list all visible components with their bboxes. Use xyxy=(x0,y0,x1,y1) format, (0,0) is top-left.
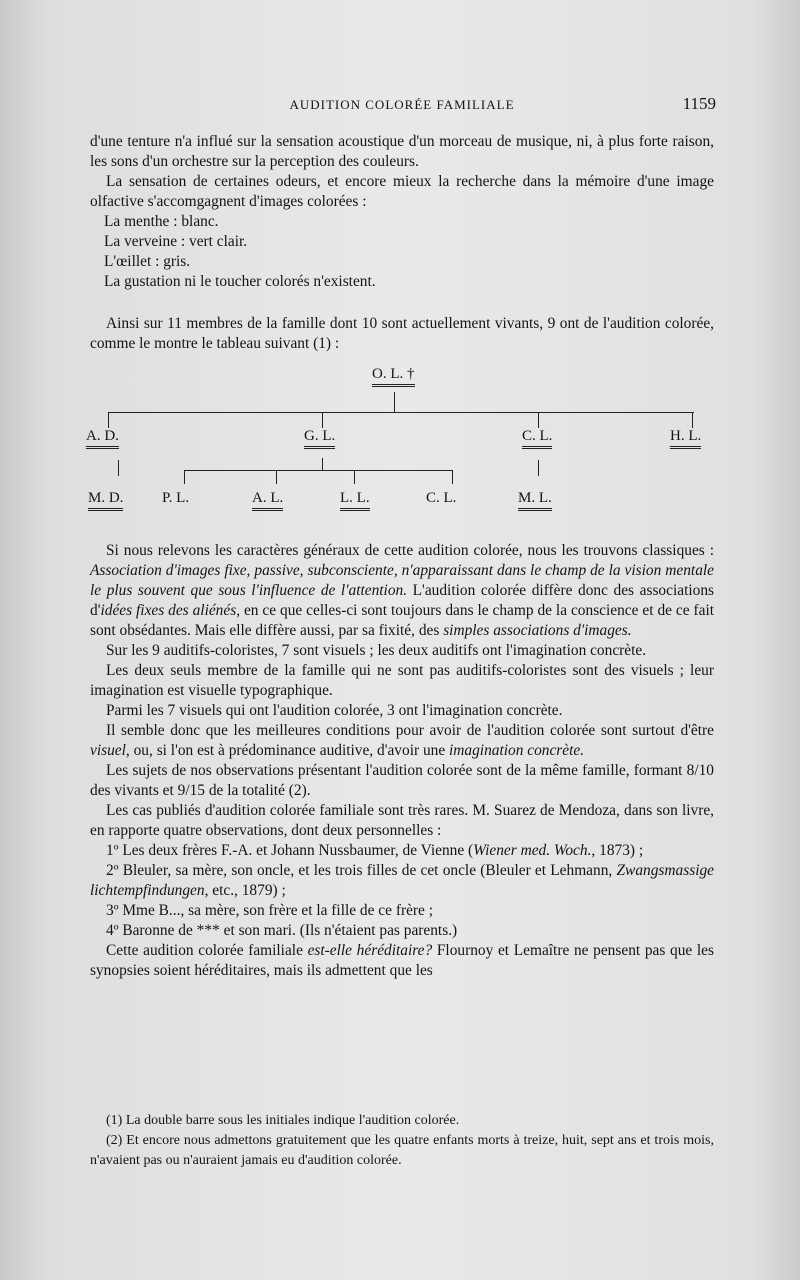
tree-connector xyxy=(692,412,693,428)
footnote: (1) La double barre sous les initiales indique l'audition colorée. xyxy=(106,1113,460,1128)
paragraph: Sur les 9 auditifs-coloristes, 7 sont visuels ; les deux auditifs ont l'imagination concrète. xyxy=(106,642,647,659)
text-span: Il semble donc que les meilleures conditions pour avoir de l'audition colorée sont surtout d'être xyxy=(106,722,714,739)
paragraph: Parmi les 7 visuels qui ont l'audition colorée, 3 ont l'imagination concrète. xyxy=(106,702,563,719)
tree-connector xyxy=(322,412,323,428)
list-item xyxy=(90,861,714,901)
tree-connector xyxy=(452,470,453,484)
text-span: , ou, si l'on est à prédominance auditive, d'avoir une xyxy=(125,742,450,759)
tree-connector xyxy=(184,470,452,471)
text-span-italic: Wiener med. Woch. xyxy=(473,842,592,859)
tree-connector xyxy=(322,458,323,470)
tree-connector xyxy=(276,470,277,484)
text-span-italic: simples associations d'images. xyxy=(443,622,632,639)
list-item: La verveine : vert clair. xyxy=(104,233,248,250)
page-header xyxy=(90,94,714,116)
tree-connector xyxy=(354,470,355,484)
page-number: 1159 xyxy=(682,94,716,113)
text-span: , 1873) ; xyxy=(591,842,644,859)
tree-connector xyxy=(184,470,185,484)
text-span: L'audition colorée diffère donc des associations d' xyxy=(90,582,715,619)
tree-node-gen1: H. L. xyxy=(670,428,701,449)
running-title: AUDITION COLORÉE FAMILIALE xyxy=(289,97,515,112)
footnote: (2) Et encore nous admettons gratuitement que les quatre enfants morts à treize, huit, sept ans et trois mois, n'avaient pas ou n'auraient jamais eu d'audition colorée. xyxy=(90,1133,714,1168)
text-span: 1º Les deux frères F.-A. et Johann Nussbaumer, de Vienne ( xyxy=(106,842,474,859)
tree-node-gen1: G. L. xyxy=(304,428,335,449)
tree-node-gen1: C. L. xyxy=(522,428,552,449)
paragraph xyxy=(90,541,714,641)
list-item xyxy=(90,841,714,861)
text-block-top xyxy=(90,132,714,354)
tree-node-gen2: C. L. xyxy=(426,490,457,506)
tree-node-gen2: L. L. xyxy=(340,490,370,511)
text-span: Cette audition colorée familiale xyxy=(106,942,308,959)
tree-connector xyxy=(108,412,694,413)
tree-connector xyxy=(394,392,395,412)
paragraph: La sensation de certaines odeurs, et encore mieux la recherche dans la mémoire d'une image olfactive s'accomgagnent d'images colorées : xyxy=(90,173,714,210)
list-item: 4º Baronne de *** et son mari. (Ils n'étaient pas parents.) xyxy=(106,922,458,939)
paragraph xyxy=(90,721,714,761)
family-tree xyxy=(86,362,716,522)
text-span: , en ce que celles-ci sont toujours dans le champ de la conscience et de ce fait sont obsédantes. Mais elle diffère aussi, par sa fixité, des xyxy=(90,602,714,639)
text-span: Si nous relevons les caractères généraux de cette audition colorée, nous les trouvons classiques : xyxy=(106,542,714,559)
tree-connector xyxy=(108,412,109,428)
paragraph: Les sujets de nos observations présentant l'audition colorée sont de la même famille, formant 8/10 des vivants et 9/15 de la totalité (2). xyxy=(90,762,714,799)
tree-node-gen2: A. L. xyxy=(252,490,283,511)
text-span: , etc., 1879) ; xyxy=(204,882,286,899)
list-item: La menthe : blanc. xyxy=(104,213,219,230)
tree-node-gen2: P. L. xyxy=(162,490,190,506)
paragraph: Les cas publiés d'audition colorée familiale sont très rares. M. Suarez de Mendoza, dans son livre, en rapporte quatre observations, dont deux personnelles : xyxy=(90,802,714,839)
footnotes xyxy=(90,1111,714,1171)
paragraph: d'une tenture n'a influé sur la sensation acoustique d'un morceau de musique, ni, à plus forte raison, les sons d'un orchestre sur la perception des couleurs. xyxy=(90,133,714,170)
paragraph: Ainsi sur 11 membres de la famille dont 10 sont actuellement vivants, 9 ont de l'audition colorée, comme le montre le tableau suivant (1) : xyxy=(90,315,714,352)
text-span-italic: imagination concrète. xyxy=(449,742,585,759)
text-span-italic: idées fixes des aliénés xyxy=(100,602,237,619)
paragraph: Les deux seuls membre de la famille qui ne sont pas auditifs-coloristes sont des visuels ; leur imagination est visuelle typographique. xyxy=(90,662,714,699)
text-span: Flournoy et Lemaître ne pensent pas que les synopsies soient héréditaires, mais ils admettent que les xyxy=(90,942,715,979)
tree-connector xyxy=(118,460,119,476)
list-item: 3º Mme B..., sa mère, son frère et la fille de ce frère ; xyxy=(106,902,433,919)
tree-node-gen2: M. L. xyxy=(518,490,552,511)
tree-connector xyxy=(538,460,539,476)
paragraph xyxy=(90,941,714,981)
text-span-italic: est-elle héréditaire? xyxy=(307,942,433,959)
text-span-italic: visuel xyxy=(90,742,126,759)
list-item: L'œillet : gris. xyxy=(104,253,191,270)
text-span-italic: Association d'images fixe, passive, subconsciente, n'apparaissant dans le champ de la vision mentale le plus souvent que sous l'influence de l'attention. xyxy=(90,562,714,599)
text-span: 2º Bleuler, sa mère, son oncle, et les trois filles de cet oncle (Bleuler et Lehmann, xyxy=(106,862,617,879)
tree-node-gen2: M. D. xyxy=(88,490,123,511)
tree-node-gen1: A. D. xyxy=(86,428,119,449)
text-block-main xyxy=(90,541,714,981)
tree-connector xyxy=(538,412,539,428)
list-item: La gustation ni le toucher colorés n'existent. xyxy=(104,273,376,290)
text-span-italic: Zwangsmassige lichtempfindungen xyxy=(90,862,714,899)
tree-node-root: O. L. † xyxy=(372,366,415,387)
